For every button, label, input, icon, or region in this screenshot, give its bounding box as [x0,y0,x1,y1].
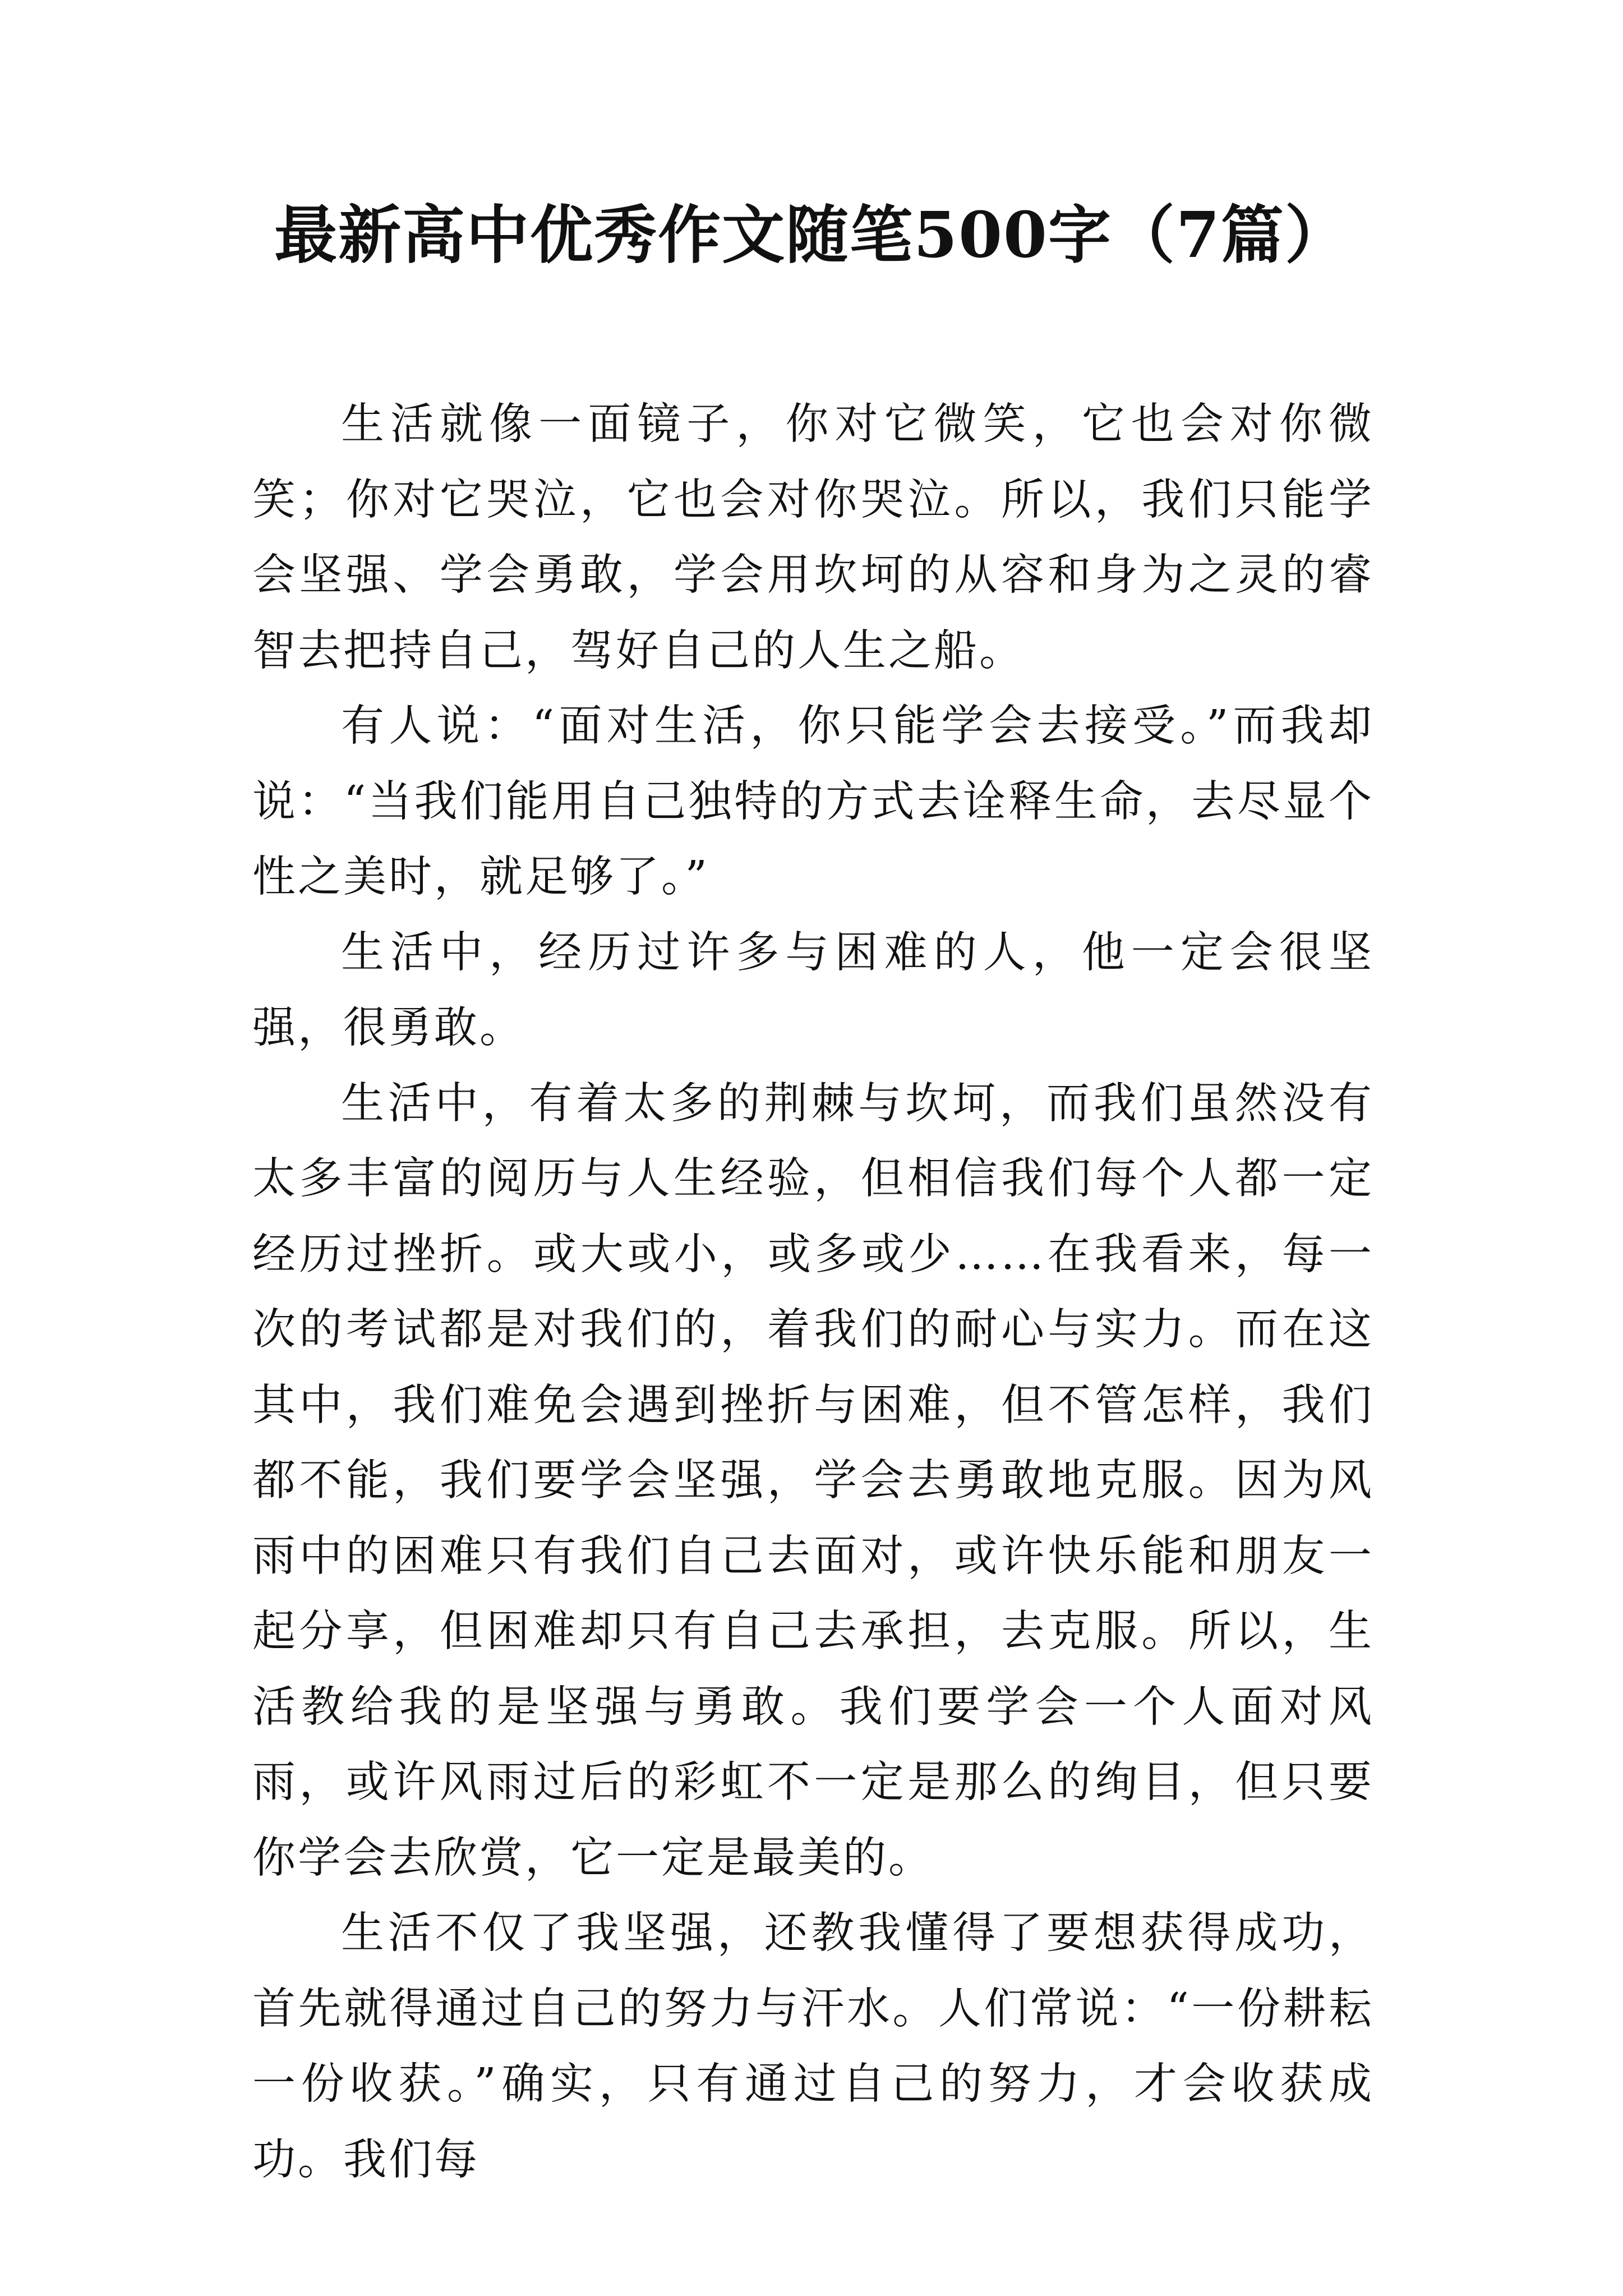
paragraph-2: 有人说：“面对生活，你只能学会去接受。”而我却说：“当我们能用自己独特的方式去诠释生命，去尽显个性之美时，就足够了。” [252,701,1374,902]
paragraph-1: 生活就像一面镜子，你对它微笑，它也会对你微笑；你对它哭泣，它也会对你哭泣。所以，我们只能学会坚强、学会勇敢，学会用坎坷的从容和身为之灵的睿智去把持自己，驾好自己的人生之船。 [252,399,1374,676]
document-body [252,387,1374,2198]
paragraph-5: 生活不仅了我坚强，还教我懂得了要想获得成功，首先就得通过自己的努力与汗水。人们常说：“一份耕耘一份收获。”确实，只有通过自己的努力，才会收获成功。我们每 [252,1908,1374,2185]
paragraph-3: 生活中，经历过许多与困难的人，他一定会很坚强，很勇敢。 [252,927,1374,1053]
paragraph-4: 生活中，有着太多的荆棘与坎坷，而我们虽然没有太多丰富的阅历与人生经验，但相信我们每个人都一定经历过挫折。或大或小，或多或少……在我看来，每一次的考试都是对我们的，着我们的耐心与实力。而在这其中，我们难免会遇到挫折与困难，但不管怎样，我们都不能，我们要学会坚强，学会去勇敢地克服。因为风雨中的困难只有我们自己去面对，或许快乐能和朋友一起分享，但困难却只有自己去承担，去克服。所以，生活教给我的是坚强与勇敢。我们要学会一个人面对风雨，或许风雨过后的彩虹不一定是那么的绚目，但只要你学会去欣赏，它一定是最美的。 [252,1078,1374,1883]
document-title: 最新高中优秀作文随笔500字（7篇） [274,199,1349,272]
